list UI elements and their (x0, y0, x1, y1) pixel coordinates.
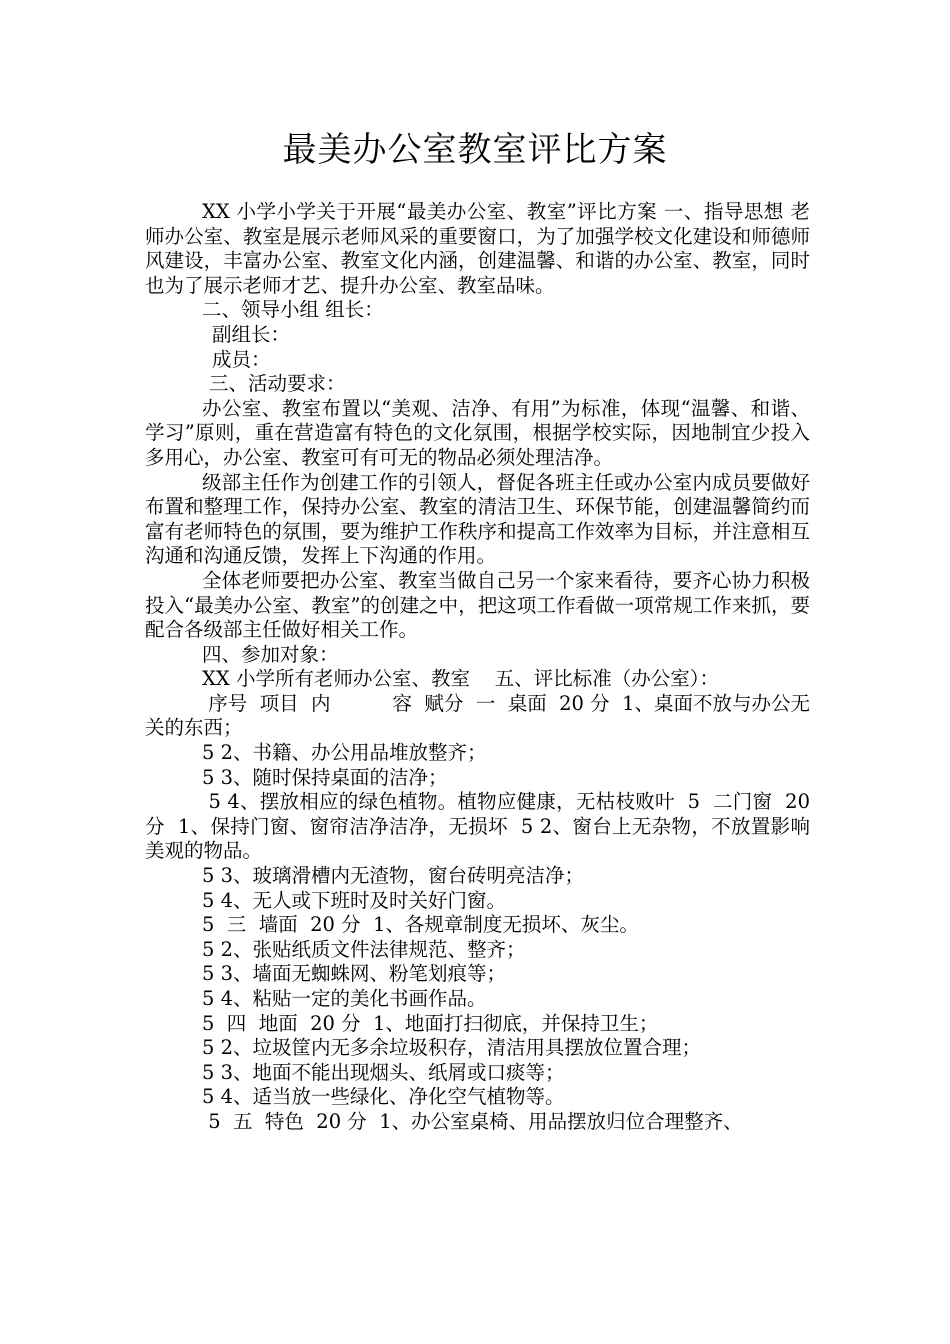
paragraph-criteria-item: 5 3、随时保持桌面的洁净； (202, 765, 448, 789)
paragraph-guiding-thought: XX 小学小学关于开展“最美办公室、教室”评比方案 一、指导思想 老师办公室、教室是展示老师风采的重要窗口，为了加强学校文化建设和师德师风建设，丰富办公室、教室文化内涵，创建温馨、和谐的办公室、教室，同时也为了展示老师才艺、提升办公室、教室品味。 (145, 200, 810, 297)
document-body (145, 200, 817, 1135)
paragraph-participants: 四、参加对象： (202, 642, 339, 666)
paragraph-criteria-item: 5 3、地面不能出现烟头、纸屑或口痰等； (202, 1060, 565, 1084)
paragraph-criteria-item: 5 4、适当放一些绿化、净化空气植物等。 (202, 1085, 565, 1109)
paragraph-criteria-header: 序号 项目 内 容 赋分 一 桌面 20 分 1、桌面不放与办公无关的东西； (145, 691, 810, 740)
paragraph-criteria-item: 5 3、墙面无蜘蛛网、粉笔划痕等； (202, 962, 507, 986)
paragraph-leadership-group: 二、领导小组 组长： (202, 298, 384, 322)
paragraph-criteria-item: 5 2、张贴纸质文件法律规范、整齐； (202, 937, 526, 961)
paragraph-criteria-item: 5 4、摆放相应的绿色植物。植物应健康，无枯枝败叶 5 二门窗 20 分 1、保持门窗、窗帘洁净洁净，无损坏 5 2、窗台上无杂物，不放置影响美观的物品。 (145, 790, 817, 863)
paragraph-participants-detail: XX 小学所有老师办公室、教室 五、评比标准（办公室）： (202, 667, 720, 691)
paragraph-criteria-item: 5 2、垃圾筐内无多余垃圾积存，清洁用具摆放位置合理； (202, 1036, 702, 1060)
paragraph-criteria-item: 5 2、书籍、办公用品堆放整齐； (202, 741, 487, 765)
paragraph-layout-standard: 办公室、教室布置以“美观、洁净、有用”为标准，体现“温馨、和谐、学习”原则，重在营造富有特色的文化氛围，根据学校实际，因地制宜少投入多用心，办公室、教室可有可无的物品必须处理洁净。 (145, 396, 810, 469)
paragraph-criteria-item: 5 4、无人或下班时及时关好门窗。 (202, 888, 507, 912)
paragraph-criteria-item: 5 3、玻璃滑槽内无渣物，窗台砖明亮洁净； (202, 864, 585, 888)
paragraph-members: 成员： (212, 347, 271, 371)
document-title: 最美办公室教室评比方案 (282, 130, 668, 170)
paragraph-criteria-item: 5 四 地面 20 分 1、地面打扫彻底，并保持卫生； (202, 1011, 659, 1035)
paragraph-criteria-item: 5 五 特色 20 分 1、办公室桌椅、用品摆放归位合理整齐、 (202, 1109, 743, 1133)
paragraph-criteria-item: 5 4、粘贴一定的美化书画作品。 (202, 987, 487, 1010)
paragraph-criteria-item: 5 三 墙面 20 分 1、各规章制度无损坏、灰尘。 (202, 913, 639, 937)
paragraph-all-teachers: 全体老师要把办公室、教室当做自己另一个家来看待，要齐心协力积极投入“最美办公室、教室”的创建之中，把这项工作看做一项常规工作来抓，要配合各级部主任做好相关工作。 (145, 568, 810, 642)
paragraph-department-heads: 级部主任作为创建工作的引领人，督促各班主任或办公室内成员要做好布置和整理工作，保持办公室、教室的清洁卫生、环保节能，创建温馨简约而富有老师特色的氛围，要为维护工作秩序和提高工作效率为目标，并注意相互沟通和沟通反馈，发挥上下沟通的作用。 (145, 470, 810, 568)
paragraph-vice-leader: 副组长： (212, 322, 291, 346)
paragraph-activity-requirements: 三、活动要求： (209, 372, 346, 396)
